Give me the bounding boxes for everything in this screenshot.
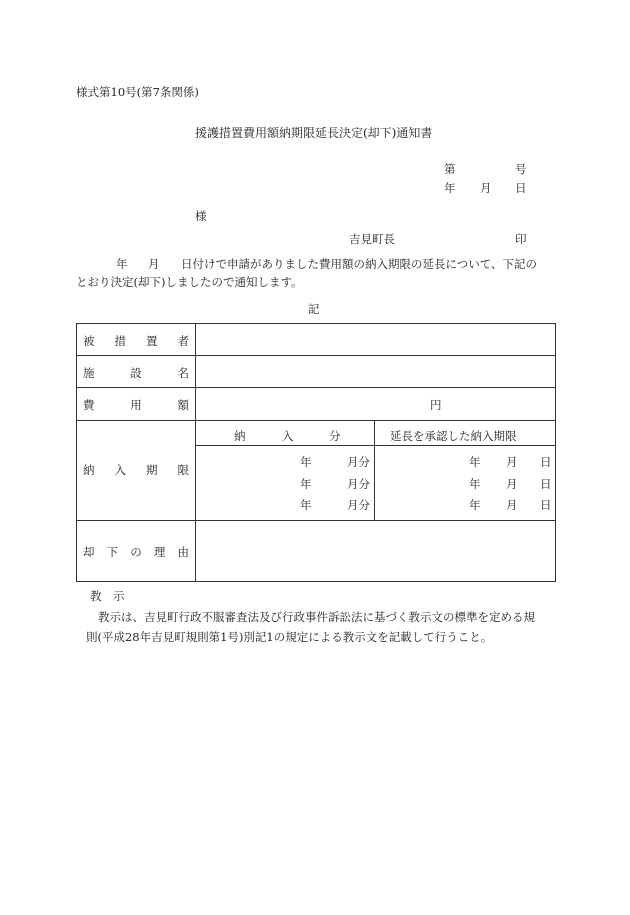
- date-day: 日: [515, 181, 527, 195]
- table-rule: [77, 520, 555, 521]
- entry-year: 年: [469, 498, 481, 512]
- entry-month: 月: [506, 455, 518, 469]
- detail-table: [76, 323, 556, 582]
- date-month: 月: [480, 181, 492, 195]
- kyoji-line1: 教示は、吉見町行政不服審査法及び行政事件訴訟法に基づく教示文の標準を定める規: [98, 610, 535, 624]
- entry-year: 年: [300, 455, 312, 469]
- entry-year: 年: [300, 498, 312, 512]
- seal-mark: 印: [515, 232, 527, 246]
- label-hiyougaku: 費 用 額: [83, 398, 189, 412]
- body-line2-text: とおり決定(却下)しましたので通知します。: [76, 275, 303, 289]
- table-rule: [374, 420, 375, 520]
- ki-heading: 記: [308, 302, 320, 316]
- amount-unit: 円: [430, 398, 442, 412]
- form-number: 様式第10号(第7条関係): [76, 85, 199, 99]
- entry-day: 日: [540, 498, 552, 512]
- label-nounyuukigen: 納 入 期 限: [83, 463, 189, 477]
- label-shisetsumei: 施 設 名: [83, 366, 189, 380]
- header-nounyuu-nyuu: 入: [282, 429, 294, 443]
- table-rule: [77, 420, 555, 421]
- header-extended-deadline: 延長を承認した納入期限: [390, 429, 517, 443]
- entry-month: 月分: [347, 477, 370, 491]
- entry-year: 年: [300, 477, 312, 491]
- entry-month: 月: [506, 477, 518, 491]
- header-nounyuu-bun: 分: [329, 429, 341, 443]
- addressee-suffix: 様: [195, 209, 207, 223]
- date-year: 年: [444, 181, 456, 195]
- table-rule: [77, 355, 555, 356]
- entry-day: 日: [540, 477, 552, 491]
- kyoji-heading: 教 示: [90, 589, 125, 603]
- table-rule: [77, 387, 555, 388]
- table-rule: [195, 324, 196, 581]
- table-rule: [195, 445, 555, 446]
- body-year: 年: [116, 257, 128, 271]
- entry-year: 年: [469, 455, 481, 469]
- kyoji-line2: 則(平成28年吉見町規則第1号)別記1の規定による教示文を記載して行うこと。: [86, 630, 493, 644]
- body-month: 月: [148, 257, 160, 271]
- entry-day: 日: [540, 455, 552, 469]
- header-nounyuu-na: 納: [234, 429, 246, 443]
- entry-month: 月: [506, 498, 518, 512]
- body-line1-text: 日付けで申請がありました費用額の納入期限の延長について、下記の: [181, 257, 538, 271]
- entry-month: 月分: [347, 455, 370, 469]
- entry-year: 年: [469, 477, 481, 491]
- doc-number-go: 号: [515, 162, 527, 176]
- label-kyakka-riyuu: 却 下 の 理 由: [83, 545, 189, 559]
- document-title: 援護措置費用額納期限延長決定(却下)通知書: [195, 126, 433, 140]
- entry-month: 月分: [347, 498, 370, 512]
- label-hisochisha: 被 措 置 者: [83, 334, 189, 348]
- issuer-name: 吉見町長: [349, 232, 395, 246]
- doc-number-dai: 第: [444, 162, 456, 176]
